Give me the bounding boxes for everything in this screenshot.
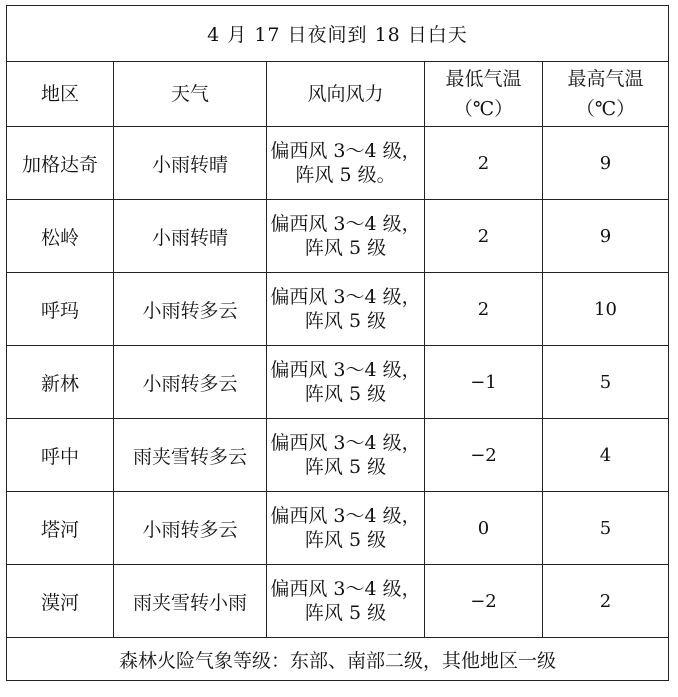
wind-cell	[267, 492, 425, 565]
min-temp-cell: 2	[425, 200, 543, 273]
max-temp-cell: 5	[543, 346, 669, 419]
table-row	[7, 346, 669, 419]
max-temp-cell: 10	[543, 273, 669, 346]
wind-gust: 阵风 5 级	[304, 529, 387, 551]
header-min-temp-unit: （℃）	[453, 98, 514, 120]
wind-direction: 偏西风 3～4 级，	[270, 505, 421, 527]
wind-cell	[267, 346, 425, 419]
weather-cell: 小雨转多云	[114, 492, 267, 565]
weather-cell: 雨夹雪转多云	[114, 419, 267, 492]
region-cell: 漠河	[7, 565, 114, 638]
weather-cell: 小雨转晴	[114, 200, 267, 273]
wind-direction: 偏西风 3～4 级，	[270, 432, 421, 454]
region-cell: 呼玛	[7, 273, 114, 346]
fire-risk-note: 森林火险气象等级：东部、南部二级，其他地区一级	[7, 638, 669, 681]
wind-cell	[267, 127, 425, 200]
header-min-temp-label: 最低气温	[445, 68, 522, 90]
wind-gust: 阵风 5 级	[304, 383, 387, 405]
table-row	[7, 273, 669, 346]
min-temp-cell: 0	[425, 492, 543, 565]
title-row	[7, 6, 669, 62]
wind-direction: 偏西风 3～4 级，	[270, 578, 421, 600]
header-max-temp	[543, 62, 669, 127]
region-cell: 塔河	[7, 492, 114, 565]
header-region: 地区	[7, 62, 114, 127]
wind-direction: 偏西风 3～4 级，	[270, 140, 421, 162]
region-cell: 呼中	[7, 419, 114, 492]
weather-cell: 雨夹雪转小雨	[114, 565, 267, 638]
table-row	[7, 492, 669, 565]
header-weather: 天气	[114, 62, 267, 127]
min-temp-cell: −2	[425, 419, 543, 492]
max-temp-cell: 4	[543, 419, 669, 492]
wind-gust: 阵风 5 级	[304, 237, 387, 259]
min-temp-cell: 2	[425, 273, 543, 346]
table-title: 4 月 17 日夜间到 18 日白天	[7, 6, 669, 62]
wind-direction: 偏西风 3～4 级，	[270, 213, 421, 235]
region-cell: 加格达奇	[7, 127, 114, 200]
wind-direction: 偏西风 3～4 级，	[270, 286, 421, 308]
wind-cell	[267, 273, 425, 346]
weather-cell: 小雨转多云	[114, 346, 267, 419]
max-temp-cell: 5	[543, 492, 669, 565]
table-row	[7, 127, 669, 200]
header-row	[7, 62, 669, 127]
wind-gust: 阵风 5 级	[304, 602, 387, 624]
table-row	[7, 419, 669, 492]
table-row	[7, 565, 669, 638]
wind-gust: 阵风 5 级	[304, 310, 387, 332]
footer-row	[7, 638, 669, 681]
max-temp-cell: 2	[543, 565, 669, 638]
region-cell: 新林	[7, 346, 114, 419]
header-max-temp-unit: （℃）	[575, 98, 636, 120]
wind-gust: 阵风 5 级。	[295, 164, 396, 186]
wind-direction: 偏西风 3～4 级，	[270, 359, 421, 381]
wind-gust: 阵风 5 级	[304, 456, 387, 478]
weather-cell: 小雨转多云	[114, 273, 267, 346]
wind-cell	[267, 565, 425, 638]
min-temp-cell: −2	[425, 565, 543, 638]
header-min-temp	[425, 62, 543, 127]
max-temp-cell: 9	[543, 127, 669, 200]
min-temp-cell: −1	[425, 346, 543, 419]
max-temp-cell: 9	[543, 200, 669, 273]
forecast-document	[6, 5, 669, 681]
region-cell: 松岭	[7, 200, 114, 273]
wind-cell	[267, 200, 425, 273]
min-temp-cell: 2	[425, 127, 543, 200]
table-row	[7, 200, 669, 273]
header-max-temp-label: 最高气温	[567, 68, 644, 90]
forecast-table	[6, 5, 669, 681]
weather-cell: 小雨转晴	[114, 127, 267, 200]
header-wind: 风向风力	[267, 62, 425, 127]
wind-cell	[267, 419, 425, 492]
